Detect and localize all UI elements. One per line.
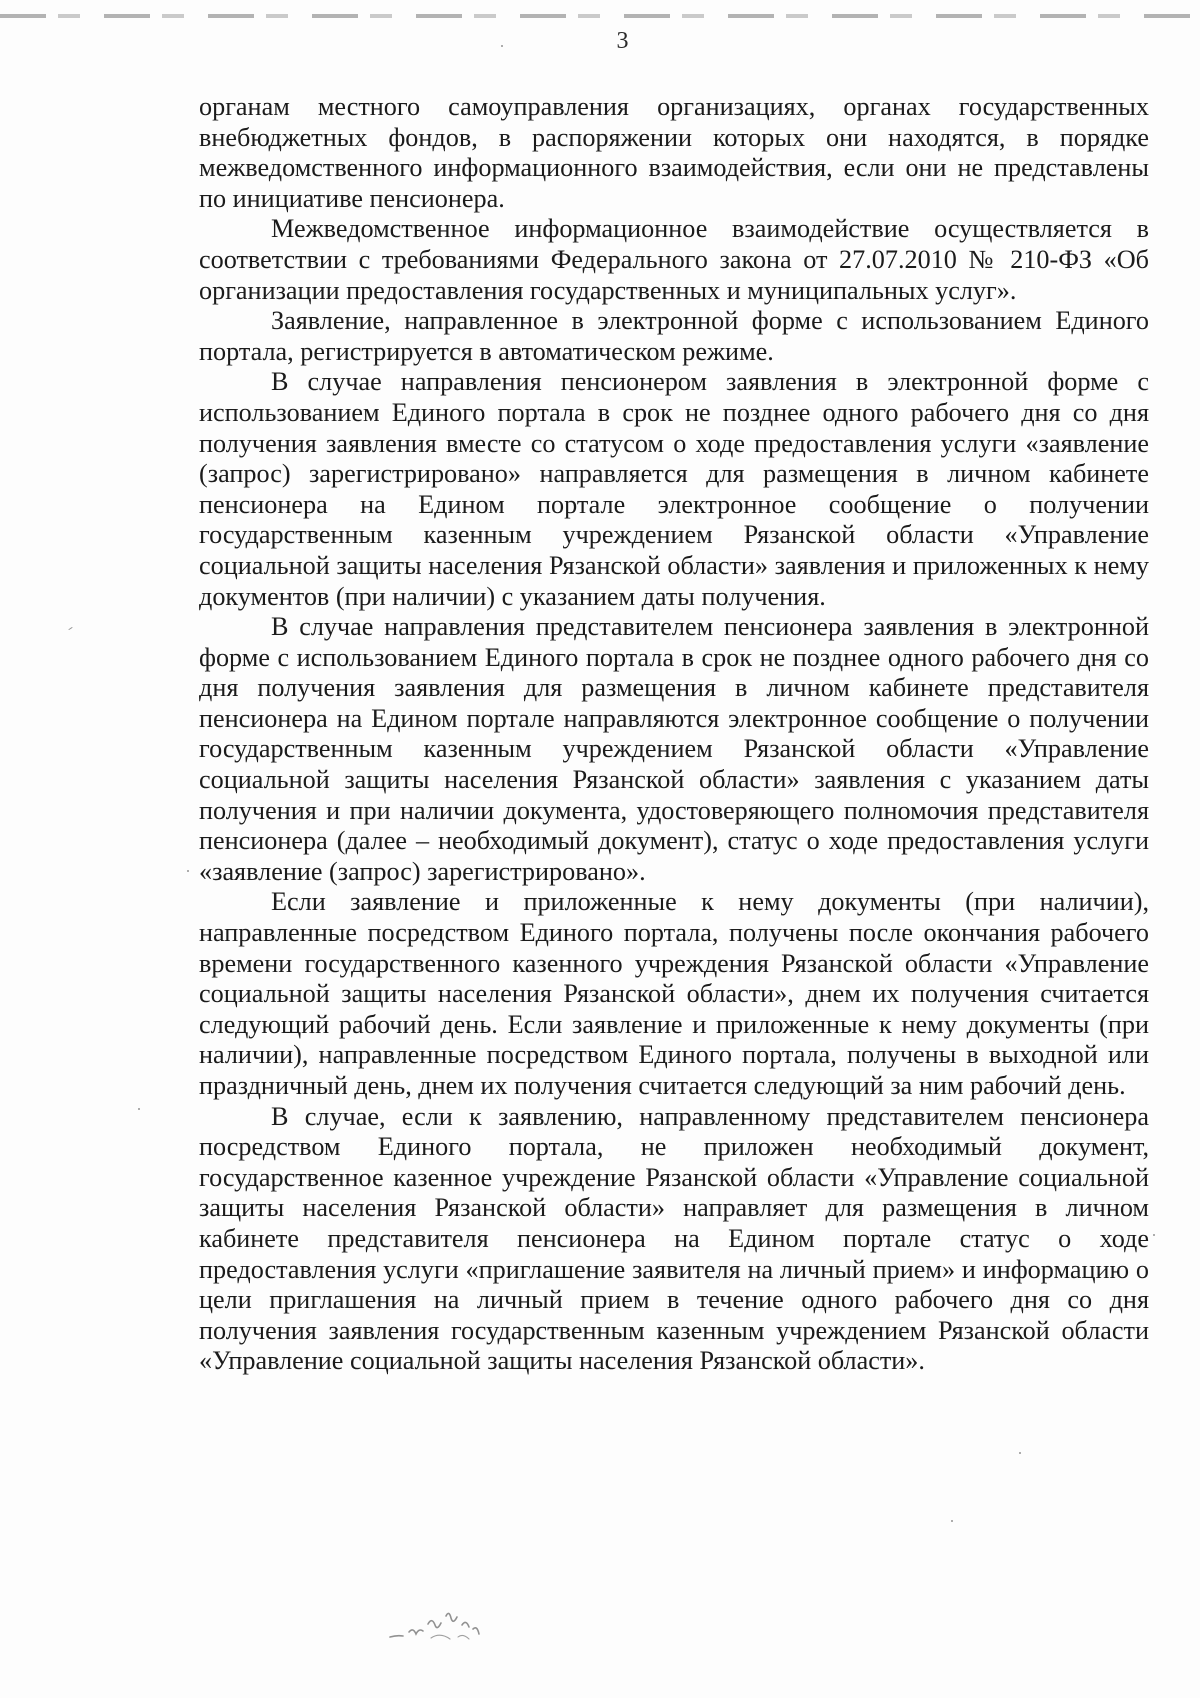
- page-number: 3: [616, 28, 629, 54]
- scan-top-rule: [0, 14, 1200, 18]
- scan-speck: [501, 45, 503, 47]
- paragraph-5: В случае направления представителем пенсионера заявления в электронной форме с использованием Единого портала в срок не позднее одного рабочего дня со дня получения заявления для размещения в личном кабинете представителя пенсионера на Едином портале направляются электронное сообщение о получении государственным казенным учреждением Рязанской области «Управление социальной защиты населения Рязанской области» заявления с указанием даты получения и при наличии документа, удостоверяющего полномочия представителя пенсионера (далее – необходимый документ), статус о ходе предоставления услуги «заявление (запрос) зарегистрировано».: [199, 612, 1149, 886]
- scan-speck: [138, 1108, 140, 1110]
- paragraph-7: В случае, если к заявлению, направленному представителем пенсионера посредством Единого портала, не приложен необходимый документ, государственное казенное учреждение Рязанской области «Управление социальной защиты населения Рязанской области» направляет для размещения в личном кабинете представителя пенсионера на Едином портале статус о ходе предоставления услуги «приглашение заявителя на личный прием» и информацию о цели приглашения на личный прием в течение одного рабочего дня со дня получения заявления государственным казенным учреждением Рязанской области «Управление социальной защиты населения Рязанской области».: [199, 1101, 1149, 1376]
- paragraph-2: Межведомственное информационное взаимодействие осуществляется в соответствии с требованиями Федерального закона от 27.07.2010 № 210-ФЗ «Об организации предоставления государственных и муниципальных услуг».: [199, 214, 1149, 305]
- scan-speck: [951, 1520, 953, 1522]
- paragraph-3: Заявление, направленное в электронной форме с использованием Единого портала, регистрируется в автоматическом режиме.: [199, 306, 1149, 366]
- paragraph-1: органам местного самоуправления организациях, органах государственных внебюджетных фондов, в распоряжении которых они находятся, в порядке межведомственного информационного взаимодействия, если они не представлены по инициативе пенсионера.: [199, 92, 1149, 213]
- document-body: [199, 92, 1149, 1377]
- scan-speck: [68, 627, 73, 631]
- scan-speck: [187, 870, 189, 872]
- paragraph-4: В случае направления пенсионером заявления в электронной форме с использованием Единого портала в срок не позднее одного рабочего дня со дня получения заявления вместе со статусом о ходе предоставления услуги «заявление (запрос) зарегистрировано» направляется для размещения в личном кабинете пенсионера на Едином портале электронное сообщение о получении государственным казенным учреждением Рязанской области «Управление социальной защиты населения Рязанской области» заявления и приложенных к нему документов (при наличии) с указанием даты получения.: [199, 367, 1149, 611]
- scan-speck: [1019, 1452, 1021, 1454]
- paragraph-6: Если заявление и приложенные к нему документы (при наличии), направленные посредством Единого портала, получены после окончания рабочего времени государственного казенного учреждения Рязанской области «Управление социальной защиты населения Рязанской области», днем их получения считается следующий рабочий день. Если заявление и приложенные к нему документы (при наличии), направленные посредством Единого портала, получены в выходной или праздничный день, днем их получения считается следующий за ним рабочий день.: [199, 887, 1149, 1100]
- scan-speck: [1153, 1234, 1155, 1236]
- handwritten-mark: [385, 1600, 495, 1650]
